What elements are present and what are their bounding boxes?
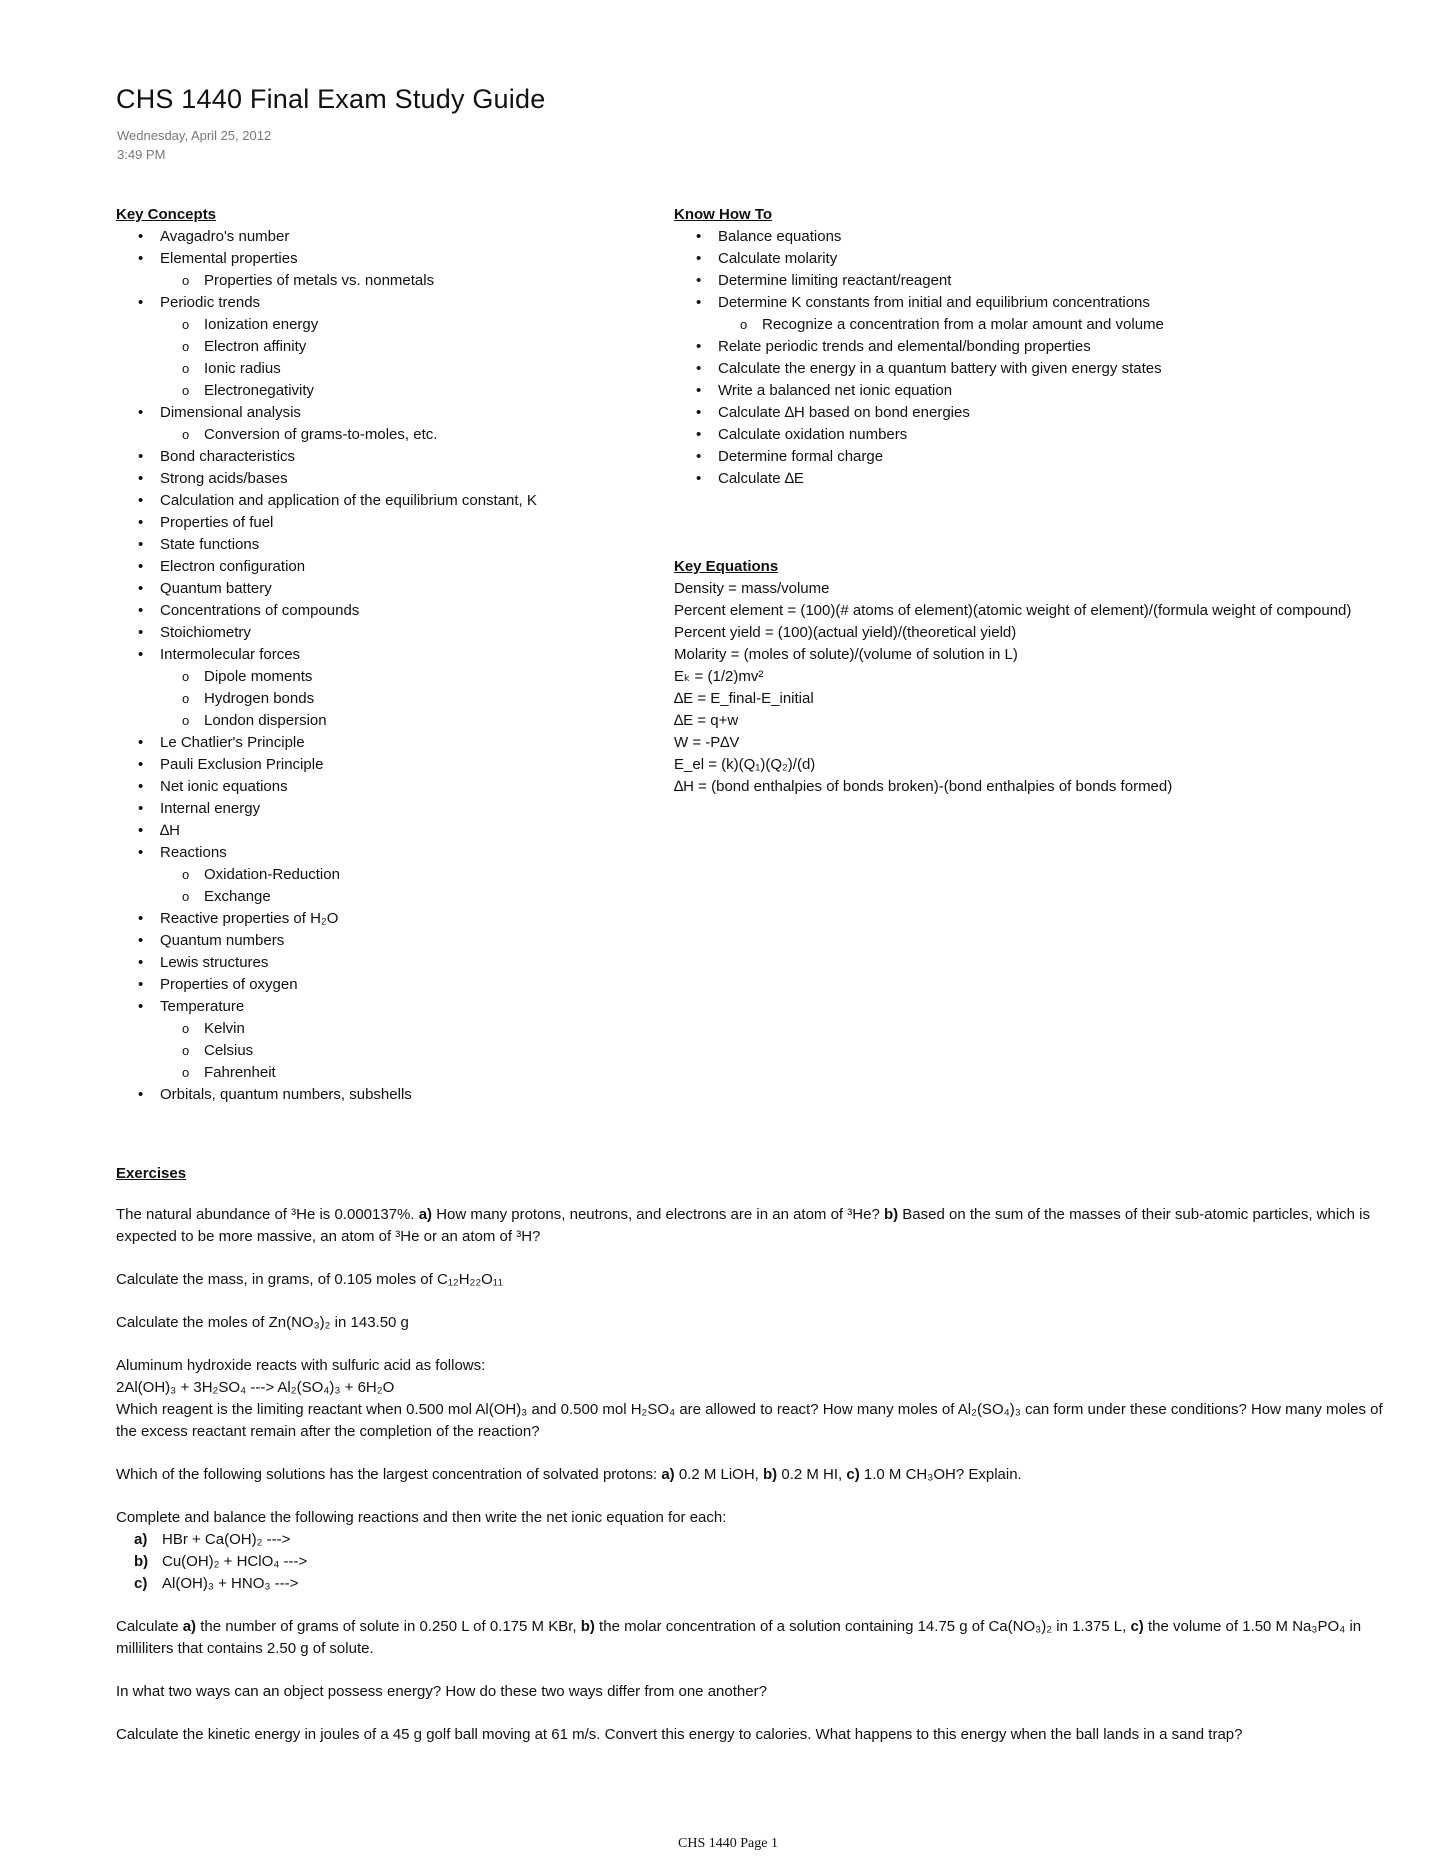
list-item: • Orbitals, quantum numbers, subshells	[116, 1084, 676, 1106]
q-text: Based on the sum of the masses of their sub-atomic particles, which is expected to be more massive, an atom of ³He or an atom of ³H?	[116, 1206, 1371, 1245]
reaction-item	[116, 1551, 1396, 1573]
exercise-4	[116, 1355, 1396, 1443]
exercise-2: Calculate the mass, in grams, of 0.105 moles of C₁₂H₂₂O₁₁	[116, 1271, 503, 1288]
q-text: the molar concentration of a solution containing 14.75 g of Ca(NO₃)₂ in 1.375 L,	[594, 1618, 1131, 1635]
list-item: • Quantum numbers	[116, 930, 676, 952]
reaction-item	[116, 1573, 1396, 1595]
know-how-to-heading: Know How To	[674, 206, 773, 223]
key-concepts-list	[116, 226, 676, 1106]
list-item: • Net ionic equations	[116, 776, 676, 798]
page-title: CHS 1440 Final Exam Study Guide	[116, 84, 546, 114]
list-item: • Concentrations of compounds	[116, 600, 676, 622]
equation: Eₖ = (1/2)mv²	[674, 668, 764, 685]
list-item: • Avagadro's number	[116, 226, 676, 248]
equation: Density = mass/volume	[674, 580, 830, 597]
list-item: • Calculate ∆H based on bond energies	[674, 402, 1454, 424]
list-item: • Relate periodic trends and elemental/bonding properties	[674, 336, 1454, 358]
sub-list-item: o Recognize a concentration from a molar amount and volume	[674, 314, 1454, 336]
sub-list-item: o Ionization energy	[116, 314, 676, 336]
list-item: • Stoichiometry	[116, 622, 676, 644]
list-item: • Determine limiting reactant/reagent	[674, 270, 1454, 292]
list-item: • ∆H	[116, 820, 676, 842]
equation: Percent yield = (100)(actual yield)/(theoretical yield)	[674, 624, 1017, 641]
list-item: • Strong acids/bases	[116, 468, 676, 490]
list-item: • Calculation and application of the equilibrium constant, K	[116, 490, 676, 512]
q-text: Which of the following solutions has the largest concentration of solvated protons:	[116, 1466, 662, 1483]
key-concepts-heading: Key Concepts	[116, 206, 217, 223]
q-letter: c)	[1130, 1618, 1144, 1635]
time-text: 3:49 PM	[117, 147, 166, 162]
exercise-7	[116, 1616, 1396, 1660]
timestamp	[117, 126, 271, 164]
list-item: • Internal energy	[116, 798, 676, 820]
exercise-3: Calculate the moles of Zn(NO₃)₂ in 143.50 g	[116, 1314, 409, 1331]
q-text: The natural abundance of ³He is 0.000137%.	[116, 1206, 419, 1223]
reaction-text: Cu(OH)₂ + HClO₄ --->	[162, 1553, 308, 1570]
list-item: • Temperature	[116, 996, 676, 1018]
q-text: 0.2 M HI,	[777, 1466, 847, 1483]
sub-list-item: o Fahrenheit	[116, 1062, 676, 1084]
key-equations-section	[674, 556, 1454, 798]
exercises-section	[116, 1163, 1396, 1767]
sub-list-item: o Oxidation-Reduction	[116, 864, 676, 886]
q-text: How many protons, neutrons, and electrons are in an atom of ³He?	[432, 1206, 884, 1223]
q-letter: b)	[763, 1466, 778, 1483]
equation: E_el = (k)(Q₁)(Q₂)/(d)	[674, 756, 816, 773]
q-letter: b)	[883, 1206, 899, 1223]
sub-list-item: o Ionic radius	[116, 358, 676, 380]
reaction-text: Al(OH)₃ + HNO₃ --->	[162, 1575, 299, 1592]
q-letter: a)	[134, 1531, 148, 1548]
list-item: • Electron configuration	[116, 556, 676, 578]
q-letter: a)	[661, 1466, 675, 1483]
equation: W = -P∆V	[674, 734, 740, 751]
equation: ∆H = (bond enthalpies of bonds broken)-(bond enthalpies of bonds formed)	[674, 778, 1173, 795]
list-item: • Intermolecular forces	[116, 644, 676, 666]
exercise-9: Calculate the kinetic energy in joules of a 45 g golf ball moving at 61 m/s. Convert this energy to calories. What happens to this energy when the ball lands in a sand trap?	[116, 1726, 1243, 1743]
list-item: • State functions	[116, 534, 676, 556]
exercise-5	[116, 1464, 1396, 1486]
list-item: • Pauli Exclusion Principle	[116, 754, 676, 776]
right-column	[674, 204, 1454, 798]
q-text: 1.0 M CH₃OH? Explain.	[859, 1466, 1022, 1483]
list-item: • Properties of oxygen	[116, 974, 676, 996]
key-equations-heading: Key Equations	[674, 558, 779, 575]
reaction-list	[116, 1529, 1396, 1595]
q-letter: c)	[846, 1466, 860, 1483]
q-letter: b)	[580, 1618, 595, 1635]
sub-list-item: o London dispersion	[116, 710, 676, 732]
q-letter: c)	[134, 1575, 148, 1592]
q-text: Aluminum hydroxide reacts with sulfuric acid as follows:	[116, 1357, 486, 1374]
sub-list-item: o Kelvin	[116, 1018, 676, 1040]
exercise-1	[116, 1204, 1396, 1248]
q-letter: b)	[134, 1553, 149, 1570]
sub-list-item: o Hydrogen bonds	[116, 688, 676, 710]
sub-list-item: o Celsius	[116, 1040, 676, 1062]
list-item: • Calculate oxidation numbers	[674, 424, 1454, 446]
sub-list-item: o Dipole moments	[116, 666, 676, 688]
list-item: • Periodic trends	[116, 292, 676, 314]
list-item: • Le Chatlier's Principle	[116, 732, 676, 754]
q-letter: a)	[182, 1618, 197, 1635]
list-item: • Determine K constants from initial and equilibrium concentrations	[674, 292, 1454, 314]
sub-list-item: o Electron affinity	[116, 336, 676, 358]
list-item: • Calculate molarity	[674, 248, 1454, 270]
list-item: • Determine formal charge	[674, 446, 1454, 468]
list-item: • Calculate ∆E	[674, 468, 1454, 490]
equation: Molarity = (moles of solute)/(volume of solution in L)	[674, 646, 1018, 663]
exercise-6	[116, 1507, 1396, 1595]
reaction-equation: 2Al(OH)₃ + 3H₂SO₄ ---> Al₂(SO₄)₃ + 6H₂O	[116, 1379, 395, 1396]
list-item: • Calculate the energy in a quantum battery with given energy states	[674, 358, 1454, 380]
q-text: the volume of 1.50 M Na₃PO₄ in milliliters that contains 2.50 g of solute.	[116, 1618, 1362, 1657]
sub-list-item: o Conversion of grams-to-moles, etc.	[116, 424, 676, 446]
sub-list-item: o Properties of metals vs. nonmetals	[116, 270, 676, 292]
reaction-item	[116, 1529, 1396, 1551]
list-item: • Properties of fuel	[116, 512, 676, 534]
list-item: • Reactive properties of H₂O	[116, 908, 676, 930]
date-text: Wednesday, April 25, 2012	[117, 128, 272, 143]
list-item: • Balance equations	[674, 226, 1454, 248]
q-letter: a)	[418, 1206, 433, 1223]
equation: ∆E = E_final-E_initial	[674, 690, 814, 707]
equation: ∆E = q+w	[674, 712, 739, 729]
exercises-heading: Exercises	[116, 1165, 187, 1182]
know-how-to-section	[674, 204, 1454, 490]
sub-list-item: o Exchange	[116, 886, 676, 908]
list-item: • Bond characteristics	[116, 446, 676, 468]
exercise-8: In what two ways can an object possess energy? How do these two ways differ from one another?	[116, 1683, 767, 1700]
q-text: the number of grams of solute in 0.250 L of 0.175 M KBr,	[196, 1618, 581, 1635]
q-text: Calculate	[116, 1618, 183, 1635]
list-item: • Dimensional analysis	[116, 402, 676, 424]
q-text: 0.2 M LiOH,	[674, 1466, 764, 1483]
list-item: • Quantum battery	[116, 578, 676, 600]
equation: Percent element = (100)(# atoms of element)(atomic weight of element)/(formula weight of compound)	[674, 602, 1352, 619]
sub-list-item: o Electronegativity	[116, 380, 676, 402]
list-item: • Lewis structures	[116, 952, 676, 974]
know-how-to-list	[674, 226, 1454, 490]
list-item: • Write a balanced net ionic equation	[674, 380, 1454, 402]
list-item: • Reactions	[116, 842, 676, 864]
q-text: Complete and balance the following reactions and then write the net ionic equation for each:	[116, 1509, 727, 1526]
list-item: • Elemental properties	[116, 248, 676, 270]
reaction-text: HBr + Ca(OH)₂ --->	[162, 1531, 291, 1548]
key-concepts-section	[116, 204, 676, 1106]
page-footer: CHS 1440 Page 1	[678, 1836, 778, 1851]
q-text: Which reagent is the limiting reactant when 0.500 mol Al(OH)₃ and 0.500 mol H₂SO₄ are allowed to react? How many moles of Al₂(SO₄)₃ can form under these conditions? How many moles of the excess reactant remain after the completion of the reaction?	[116, 1401, 1383, 1440]
